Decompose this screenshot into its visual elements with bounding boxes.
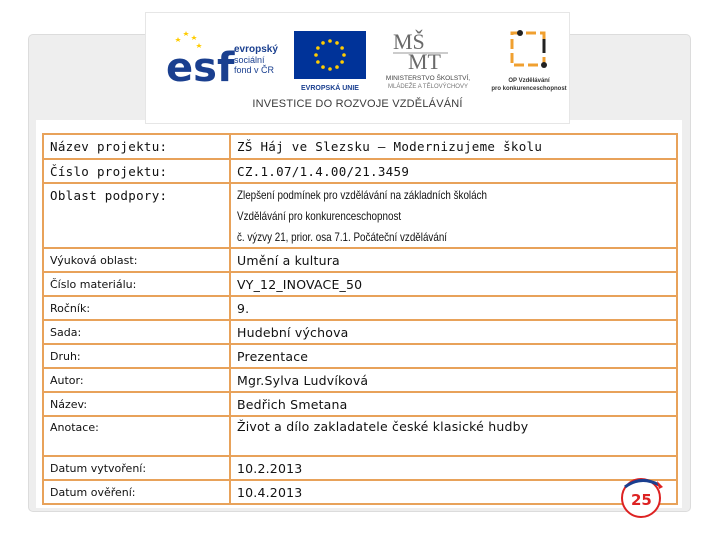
esf-logo	[166, 29, 281, 89]
esf-text-line: fond v ČR	[234, 65, 275, 75]
row-label: Název projektu:	[43, 134, 230, 159]
eu-star-icon	[321, 41, 325, 45]
row-value: Život a dílo zakladatele české klasické hudby	[230, 416, 677, 456]
msmt-caption-line: MINISTERSTVO ŠKOLSTVÍ,	[385, 75, 471, 82]
msmt-logo	[368, 27, 488, 93]
eu-star-icon	[335, 65, 339, 69]
table-row	[43, 183, 677, 248]
row-label: Autor:	[43, 368, 230, 392]
stamp-number: 25	[631, 491, 652, 509]
svg-text:esf: esf	[166, 45, 235, 89]
eu-star-icon	[316, 46, 320, 50]
oblast-line: Vzdělávání pro konkurenceschopnost	[237, 209, 402, 223]
row-value: Prezentace	[230, 344, 677, 368]
row-value: ZŠ Háj ve Slezsku – Modernizujeme školu	[230, 134, 677, 159]
table-row	[43, 272, 677, 296]
table-row	[43, 248, 677, 272]
row-value: 10.2.2013	[230, 456, 677, 480]
row-value: 9.	[230, 296, 677, 320]
msmt-caption-line: MLÁDEŽE A TĚLOVÝCHOVY	[388, 84, 468, 90]
row-value	[230, 183, 677, 248]
esf-text-line: sociální	[234, 55, 265, 65]
table-row	[43, 296, 677, 320]
eu-star-icon	[321, 65, 325, 69]
table-row	[43, 344, 677, 368]
row-label: Číslo materiálu:	[43, 272, 230, 296]
eu-star-icon	[314, 53, 318, 57]
esf-text-line: evropský	[234, 44, 278, 55]
table-row	[43, 134, 677, 159]
table-row	[43, 368, 677, 392]
row-value: 10.4.2013	[230, 480, 677, 504]
row-label: Datum ověření:	[43, 480, 230, 504]
eu-star-icon	[342, 53, 346, 57]
table-row	[43, 456, 677, 480]
table-row	[43, 416, 677, 456]
row-label: Druh:	[43, 344, 230, 368]
eu-star-icon	[340, 60, 344, 64]
svg-text:MŠ: MŠ	[393, 29, 425, 54]
row-label: Ročník:	[43, 296, 230, 320]
eu-star-icon	[316, 60, 320, 64]
logo-banner	[145, 12, 570, 124]
row-label: Výuková oblast:	[43, 248, 230, 272]
row-label: Sada:	[43, 320, 230, 344]
eu-star-icon	[328, 67, 332, 71]
row-label: Oblast podpory:	[43, 183, 230, 248]
row-label: Anotace:	[43, 416, 230, 456]
table-row	[43, 320, 677, 344]
row-label: Název:	[43, 392, 230, 416]
table-row	[43, 480, 677, 504]
table-row	[43, 392, 677, 416]
eu-star-icon	[335, 41, 339, 45]
row-value: Bedřich Smetana	[230, 392, 677, 416]
row-value: VY_12_INOVACE_50	[230, 272, 677, 296]
table-row	[43, 159, 677, 183]
row-value: CZ.1.07/1.4.00/21.3459	[230, 159, 677, 183]
tagline: INVESTICE DO ROZVOJE VZDĚLÁVÁNÍ	[252, 98, 463, 110]
eu-star-icon	[340, 46, 344, 50]
row-value: Umění a kultura	[230, 248, 677, 272]
row-label: Číslo projektu:	[43, 159, 230, 183]
row-value: Mgr.Sylva Ludvíková	[230, 368, 677, 392]
oblast-line: Zlepšení podmínek pro vzdělávání na základních školách	[237, 188, 487, 202]
op-caption-line: OP Vzdělávání	[508, 78, 550, 84]
svg-text:MT: MT	[408, 49, 441, 71]
oblast-line: č. výzvy 21, prior. osa 7.1. Počáteční vzdělávání	[237, 230, 448, 244]
eu-star-icon	[328, 39, 332, 43]
eu-caption: EVROPSKÁ UNIE	[301, 85, 359, 92]
row-value: Hudební výchova	[230, 320, 677, 344]
project-info-table	[42, 133, 678, 505]
row-label: Datum vytvoření:	[43, 456, 230, 480]
eu-logo	[294, 31, 366, 91]
op-caption-line: pro konkurenceschopnost	[491, 86, 567, 92]
school-stamp-icon	[617, 473, 667, 521]
op-vk-logo	[490, 29, 568, 95]
